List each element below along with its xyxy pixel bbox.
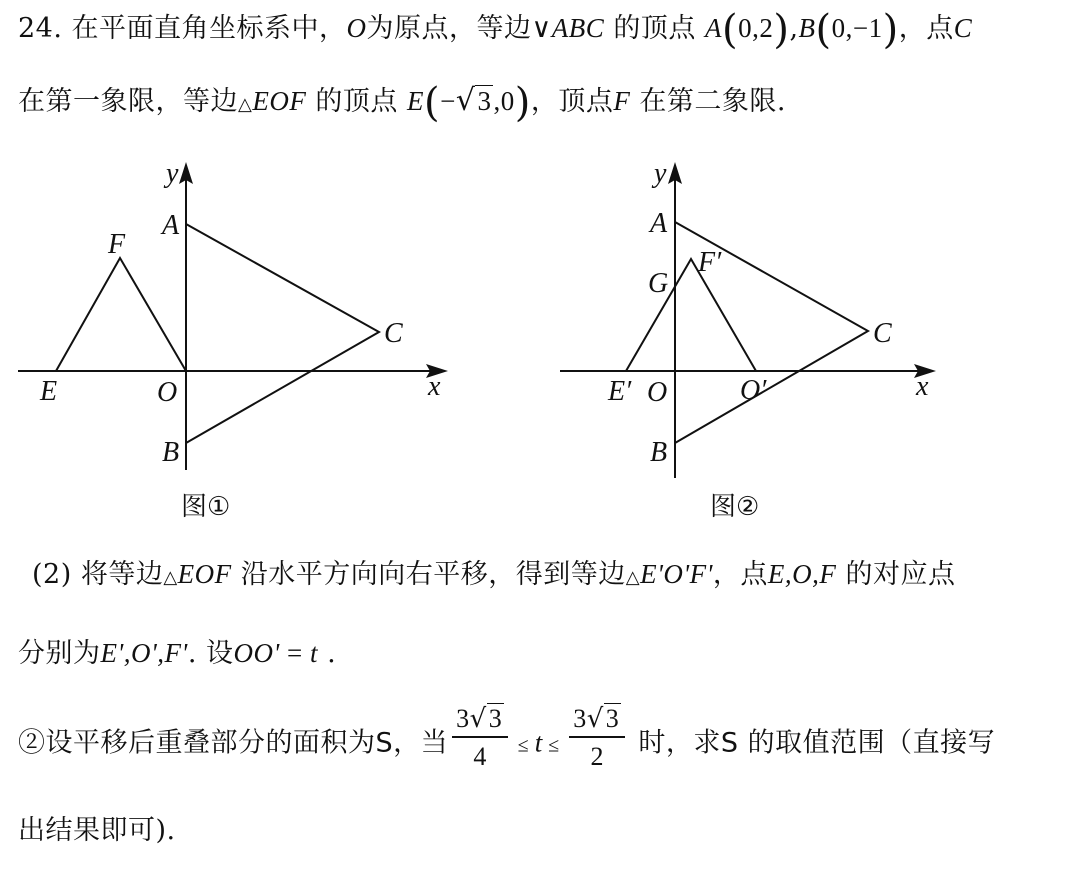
fraction-lower-bound: $\frac{3√3}{4}$	[452, 704, 508, 772]
label-O: O	[157, 377, 178, 408]
equals-sign: =	[279, 638, 310, 668]
point-O-label: O	[346, 13, 367, 43]
point-A-coord: 0,2	[738, 13, 774, 43]
figure-2-caption: 图②	[710, 492, 760, 522]
leq-sign: ≤	[542, 734, 566, 757]
triangle-ABC-label: ABC	[551, 13, 605, 43]
triangle-symbol: △	[625, 567, 641, 588]
leq-sign: ≤	[512, 734, 535, 757]
problem-line-5	[18, 704, 996, 778]
text: (2) 将等边	[32, 559, 164, 590]
minus-sign: −	[440, 86, 456, 116]
text: 在第二象限.	[630, 86, 786, 117]
figure-2	[540, 150, 960, 530]
text: ，点	[712, 559, 768, 590]
fraction-upper-bound: $\frac{3√3}{2}$	[569, 704, 625, 772]
triangle-EOF-prime-label: E'O'F'	[640, 559, 713, 589]
coefficient: 3	[573, 704, 587, 733]
text: . 设	[187, 638, 234, 669]
text: 为原点，等边	[366, 13, 532, 44]
label-x: x	[428, 371, 441, 402]
text: 在第一象限，等边	[18, 86, 238, 117]
text: ，顶点	[530, 86, 614, 117]
point-E-label: E	[407, 86, 424, 116]
radicand: 3	[488, 704, 503, 733]
label-O-prime: O′	[740, 375, 767, 406]
point-A-label: A	[704, 13, 722, 43]
label-G: G	[648, 268, 669, 299]
label-C: C	[384, 318, 403, 349]
coefficient: 3	[456, 704, 470, 733]
triangle-symbol: ∨	[531, 13, 552, 44]
label-y: y	[654, 158, 667, 189]
point-C-label: C	[953, 13, 973, 43]
label-x: x	[916, 371, 929, 402]
triangle-EOF-label: EOF	[177, 559, 232, 589]
variable-S: S	[720, 727, 739, 759]
text: ，点	[898, 13, 954, 44]
triangle-ABC	[186, 224, 379, 443]
label-A: A	[162, 210, 180, 241]
text: 的对应点	[836, 559, 956, 590]
problem-line-3	[32, 552, 955, 591]
triangle-symbol: △	[163, 567, 178, 588]
label-O: O	[647, 377, 668, 408]
problem-line-4	[18, 631, 336, 670]
variable-t: t	[310, 638, 319, 668]
label-E: E	[40, 376, 58, 407]
text: 时，求	[629, 727, 721, 759]
radicand: 3	[477, 86, 492, 116]
problem-line-2: 在第一象限，等边△EOF 的顶点 E(−√3,0)，顶点F 在第二象限.	[18, 80, 786, 126]
label-C: C	[873, 318, 892, 349]
text: 沿水平方向向右平移，得到等边	[231, 559, 626, 590]
sqrt-3: √3	[455, 83, 492, 118]
problem-line-1: 24. 在平面直角坐标系中，O为原点，等边∨ABC 的顶点 A(0,2),B(0,−1)，点C	[18, 7, 973, 53]
period: .	[318, 638, 337, 669]
figure-1-caption: 图①	[181, 492, 231, 522]
triangle-EOF-label: EOF	[252, 86, 307, 116]
label-E-prime: E′	[608, 376, 632, 407]
variable-t: t	[534, 727, 543, 758]
triangle-symbol: △	[238, 94, 253, 115]
text: 分别为	[18, 638, 101, 669]
points-list: E,O,F	[767, 559, 837, 589]
label-F: F	[108, 229, 126, 260]
point-B-label: B	[798, 13, 816, 43]
text: ②设平移后重叠部分的面积为	[18, 727, 376, 759]
text: 的顶点	[306, 86, 407, 117]
point-B-coord: 0,−1	[831, 13, 883, 43]
label-B: B	[650, 437, 668, 468]
denominator: 2	[590, 742, 604, 771]
denominator: 4	[473, 742, 487, 771]
text: 的顶点	[604, 13, 705, 44]
label-y: y	[166, 158, 179, 189]
variable-S: S	[375, 727, 394, 759]
point-E-coord-rest: ,0	[493, 86, 515, 116]
text: 出结果即可).	[18, 815, 176, 846]
triangle-EOF-translated	[626, 259, 756, 371]
problem-line-6	[18, 808, 176, 847]
segment-OO-prime: OO'	[233, 638, 280, 668]
radicand: 3	[605, 704, 620, 733]
text: 的取值范围（直接写	[738, 727, 996, 759]
problem-number-lead: 24. 在平面直角坐标系中，	[18, 13, 347, 44]
comma: ,	[789, 13, 799, 44]
prime-points-list: E',O',F'	[100, 638, 188, 668]
triangle-EOF	[56, 258, 186, 371]
text: ，当	[393, 727, 449, 759]
figure-1	[0, 150, 470, 530]
label-B: B	[162, 437, 180, 468]
label-A: A	[650, 208, 668, 239]
label-F-prime: F′	[698, 247, 722, 278]
point-F-label: F	[613, 86, 631, 116]
